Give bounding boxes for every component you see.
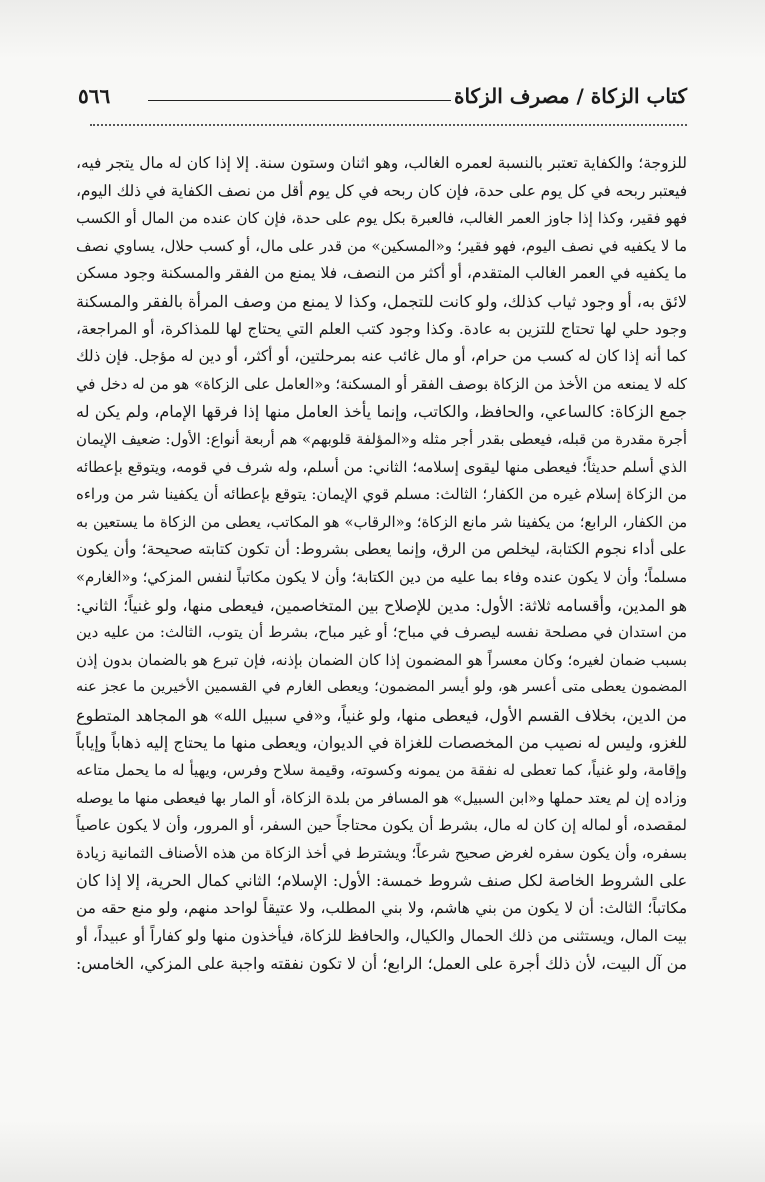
text-line: أجرة مقدرة من قبله، فيعطى بقدر أجر مثله و«المؤلفة قلوبهم» هم أربعة أنواع: الأول: ضعيف الإيمان: [76, 430, 687, 448]
text-line: للغزو، وليس له نصيب من المخصصات للغزاة في الديوان، ويعطى منها ما يحتاج إليه ذهاباً وإياباً: [76, 733, 687, 753]
text-line: بيت المال، ويستثنى من ذلك الحمال والكيال، والحافظ للزكاة، فيأخذون منها ولو كفاراً أو عبيداً، أو: [76, 926, 687, 945]
text-line: بسفره، وأن يكون سفره لغرض صحيح شرعاً؛ ويشترط في أخذ الزكاة من هذه الأصناف الثمانية زيادة: [76, 844, 687, 862]
text-line: وزاده إن لم يعتد حملها و«ابن السبيل» هو المسافر من بلدة الزكاة، أو المار بها فيعطى منها ما يوصله: [76, 789, 687, 807]
text-line: وجود حلي لها تحتاج للتزين به عادة. وكذا وجود كتب العلم التي يحتاج لها للمذاكرة، أو المراجعة،: [76, 319, 687, 338]
text-line: جمع الزكاة: كالساعي، والحافظ، والكاتب، وإنما يأخذ العامل منها إذا فرقها الإمام، ولم يكن له: [76, 402, 687, 422]
text-line: ما يكفيه في العمر الغالب المتقدم، أو أكثر من النصف، فلا يمنع من الفقر والمسكنة وجود مسكن: [76, 264, 687, 283]
text-line: من الزكاة إسلام غيره من الكفار؛ الثالث: مسلم قوي الإيمان: يتوقع بإعطائه أن يكفينا شر من وراءه: [76, 485, 687, 504]
text-line: مسلماً؛ وأن لا يكون عنده وفاء بما عليه من دين الكتابة؛ وأن لا يكون مكاتباً لنفس المزكي؛ و«الغارم»: [76, 568, 687, 586]
text-line: للزوجة؛ والكفاية تعتبر بالنسبة لعمره الغالب، وهو اثنان وستون سنة. إلا إذا كان له مال يتجر فيه،: [76, 154, 687, 172]
body-text: [76, 150, 687, 978]
text-line: فهو فقير، وكذا إذا جاوز العمر الغالب، فالعبرة بكل يوم على حدة، فإن كان عنده من المال أو الكسب: [76, 210, 687, 228]
running-title: كتاب الزكاة / مصرف الزكاة: [453, 84, 687, 108]
text-line: على أداء نجوم الكتابة، ليخلص من الرق، وإنما يعطى بشروط: أن تكون كتابته صحيحة؛ وأن يكون: [76, 540, 687, 559]
text-line: بسبب ضمان لغيره؛ وكان معسراً هو المضمون إذا كان الضمان بإذنه، فإن تبرع هو بالضمان بدون إذن: [76, 651, 687, 669]
text-line: وإقامة، ولو غنياً، كما تعطى له نفقة من يمونه وكسوته، وقيمة سلاح وفرس، ويهيأ له ما يحمل متاعه: [76, 761, 687, 780]
dotted-divider: [90, 124, 687, 126]
text-line: ما لا يكفيه في نصف اليوم، فهو فقير؛ و«المسكين» من قدر على مال، أو كسب حلال، يساوي نصف: [76, 236, 687, 255]
text-line: فيعتبر ربحه في كل يوم على حدة، فإن كان ربحه في كل يوم أقل من نصف الكفاية في ذلك اليوم،: [76, 181, 687, 200]
text-line: من استدان في مصلحة نفسه ليصرف في مباح؛ أو غير مباح، بشرط أن يتوب، الثالث: من عليه دين: [76, 623, 687, 642]
text-line: من الدين، بخلاف القسم الأول، فيعطى منها، ولو غنياً، و«في سبيل الله» هو المجاهد المتطوع: [76, 705, 687, 725]
header-rule: [148, 100, 451, 101]
page-number: ٥٦٦: [78, 84, 111, 108]
text-line: من آل البيت، لأن ذلك أجرة على العمل؛ الرابع؛ أن لا تكون نفقته واجبة على المزكي، الخامس:: [76, 954, 687, 974]
text-line: على الشروط الخاصة لكل صنف شروط خمسة: الأول: الإسلام؛ الثاني كمال الحرية، إلا إذا كان: [76, 871, 687, 891]
running-header: [78, 84, 687, 124]
text-line: من الكفار، الرابع؛ من يكفينا شر مانع الزكاة؛ و«الرقاب» هو المكاتب، يعطى من الزكاة ما يستعين به: [76, 513, 687, 531]
text-line: كله لا يمنعه من الأخذ من الزكاة بوصف الفقر أو المسكنة؛ و«العامل على الزكاة» هو من له دخل في: [76, 375, 687, 393]
text-line: مكاتباً؛ الثالث: أن لا يكون من بني هاشم، ولا بني المطلب، ولا عتيقاً لواحد منهم، ولو منع حقه من: [76, 899, 687, 918]
text-line: كما أنه إذا كان له كسب من حرام، أو مال غائب عنه بمرحلتين، أو أكثر، أو دين له مؤجل. فإن ذلك: [76, 347, 687, 366]
text-line: لائق به، أو وجود ثياب كذلك، ولو كانت للتجمل، وكذا لا يمنع من وصف المرأة بالفقر والمسكنة: [76, 291, 687, 311]
text-line: لمقصده، أو لماله إن كان له مال، بشرط أن يكون محتاجاً حين السفر، أو المرور، وأن لا يكون عاصياً: [76, 816, 687, 835]
text-line: المضمون يعطى متى أعسر هو، ولو أيسر المضمون؛ ويعطى الغارم في القسمين الأخيرين ما عجز عنه: [76, 679, 687, 696]
text-line: الذي أسلم حديثاً؛ فيعطى منها ليقوى إسلامه؛ الثاني: من أسلم، وله شرف في قومه، ويتوقع بإعطائه: [76, 457, 687, 476]
text-line: هو المدين، وأقسامه ثلاثة: الأول: مدين للإصلاح بين المتخاصمين، فيعطى منها، ولو غنياً؛ الثاني:: [76, 595, 687, 615]
